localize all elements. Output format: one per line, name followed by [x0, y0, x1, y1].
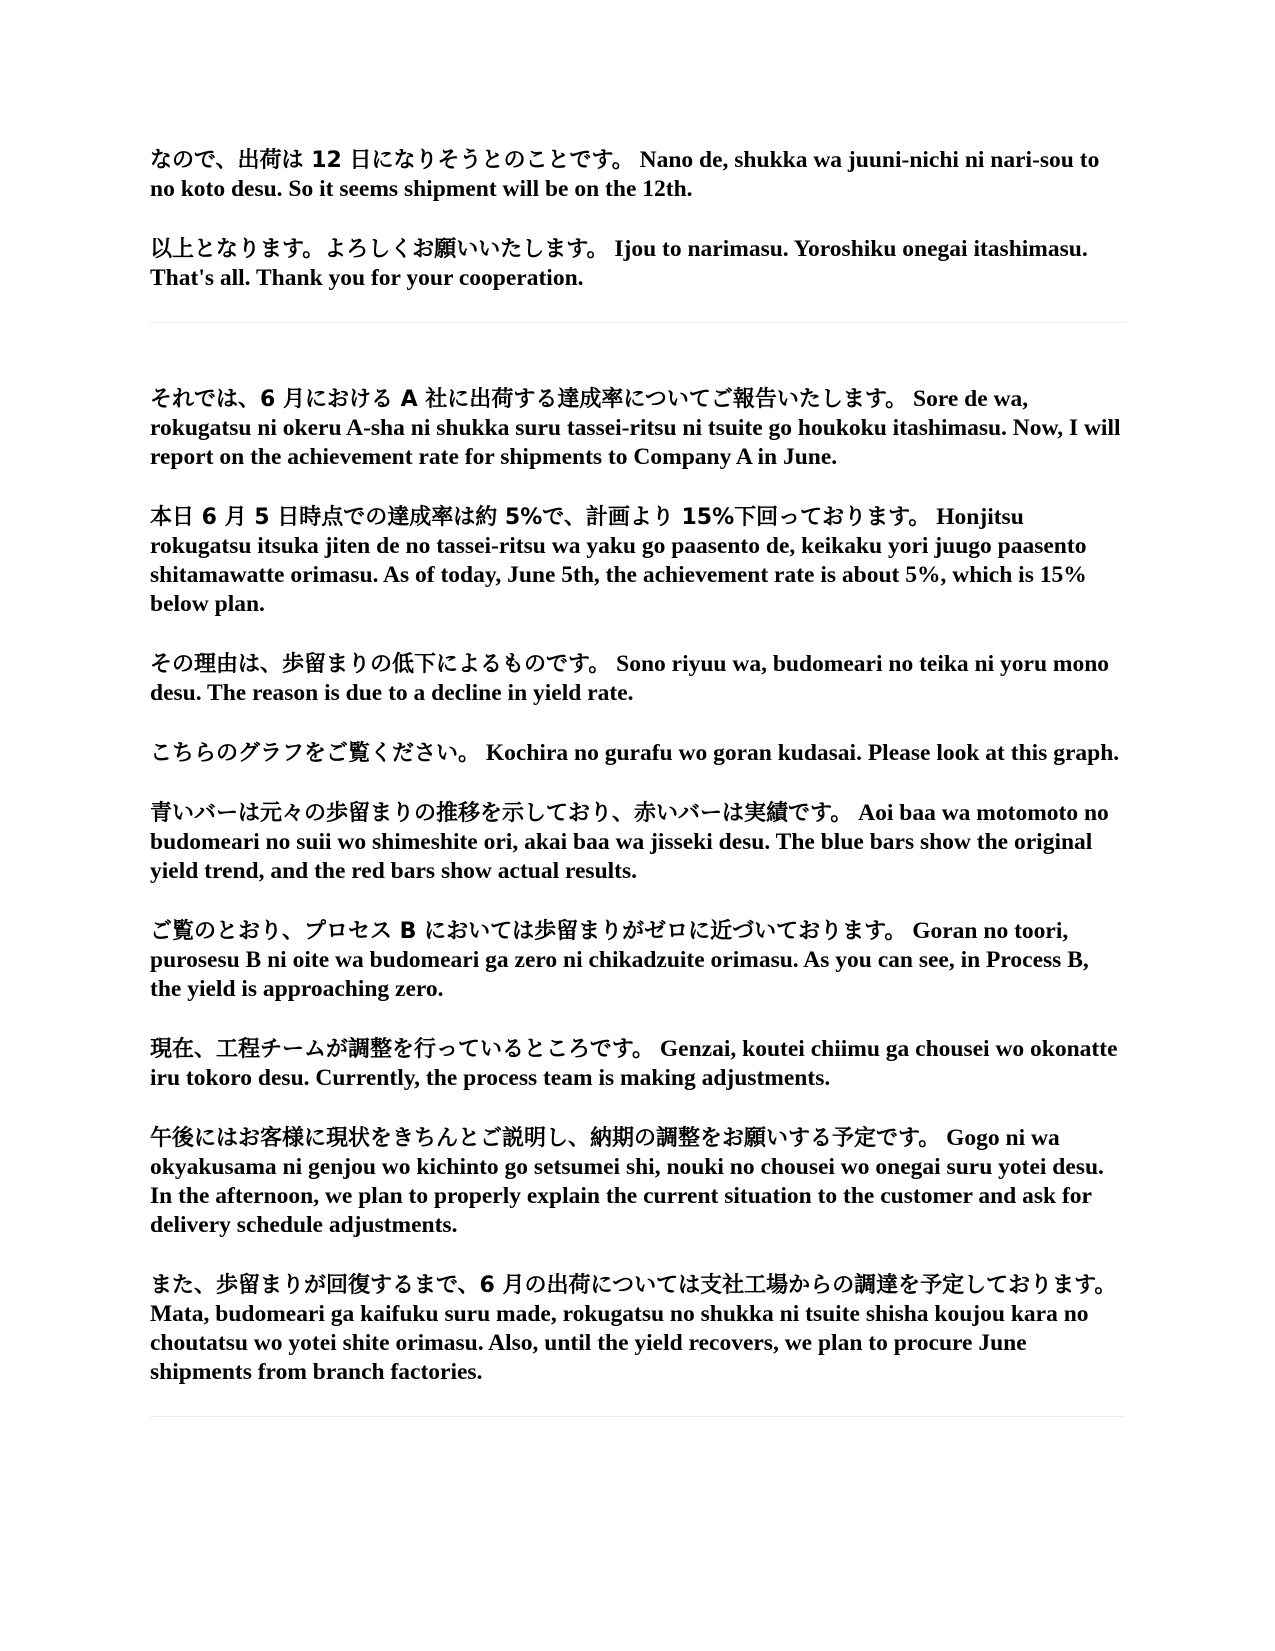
romaji-english-text: Aoi baa wa motomoto no budomeari no suii wo shimeshite ori, akai baa wa jisseki desu. The blue bars show the original yield trend, and the red bars show actual results.	[150, 800, 1109, 884]
paragraph	[150, 1035, 1125, 1093]
romaji-english-text: Sono riyuu wa, budomeari no teika ni yoru mono desu. The reason is due to a decline in yield rate.	[150, 651, 1110, 706]
japanese-text: それでは、6 月における A 社に出荷する達成率についてご報告いたします。	[150, 387, 908, 412]
romaji-english-text: Sore de wa, rokugatsu ni okeru A-sha ni shukka suru tassei-ritsu ni tsuite go houkoku itashimasu. Now, I will report on the achievement rate for shipments to Company A in June.	[150, 386, 1121, 470]
paragraph	[150, 235, 1125, 293]
romaji-english-text: Kochira no gurafu wo goran kudasai. Please look at this graph.	[485, 740, 1120, 766]
paragraph	[150, 1271, 1125, 1387]
japanese-text: 現在、工程チームが調整を行っているところです。	[150, 1037, 655, 1062]
paragraph	[150, 146, 1125, 204]
paragraph	[150, 917, 1125, 1004]
japanese-text: 本日 6 月 5 日時点での達成率は約 5%で、計画より 15%下回っております。	[150, 505, 931, 530]
romaji-english-text: Honjitsu rokugatsu itsuka jiten de no tassei-ritsu wa yaku go paasento de, keikaku yori juugo paasento shitamawatte orimasu. As of today, June 5th, the achievement rate is about 5%, which is 15% below plan.	[150, 504, 1087, 617]
romaji-english-text: Genzai, koutei chiimu ga chousei wo okonatte iru tokoro desu. Currently, the process team is making adjustments.	[150, 1036, 1118, 1091]
paragraph	[150, 650, 1125, 708]
japanese-text: また、歩留まりが回復するまで、6 月の出荷については支社工場からの調達を予定しております。	[150, 1273, 1117, 1298]
paragraph	[150, 385, 1125, 472]
paragraph	[150, 799, 1125, 886]
paragraph	[150, 503, 1125, 619]
romaji-english-text: Mata, budomeari ga kaifuku suru made, rokugatsu no shukka ni tsuite shisha koujou kara no choutatsu wo yotei shite orimasu. Also, until the yield recovers, we plan to procure June shipments from branch factories.	[150, 1301, 1089, 1385]
japanese-text: ご覧のとおり、プロセス B においては歩留まりがゼロに近づいております。	[150, 919, 907, 944]
japanese-text: その理由は、歩留まりの低下によるものです。	[150, 652, 611, 677]
section-closing	[150, 146, 1125, 293]
paragraph	[150, 1124, 1125, 1240]
japanese-text: こちらのグラフをご覧ください。	[150, 741, 481, 766]
section-divider	[150, 1416, 1125, 1417]
japanese-text: 午後にはお客様に現状をきちんとご説明し、納期の調整をお願いする予定です。	[150, 1126, 941, 1151]
japanese-text: 青いバーは元々の歩留まりの推移を示しており、赤いバーは実績です。	[150, 801, 853, 826]
section-report	[150, 385, 1125, 1387]
document-page	[150, 146, 1125, 1417]
paragraph	[150, 739, 1125, 768]
japanese-text: 以上となります。よろしくお願いいたします。	[150, 237, 609, 262]
japanese-text: なので、出荷は 12 日になりそうとのことです。	[150, 148, 634, 173]
romaji-english-text: Ijou to narimasu. Yoroshiku onegai itashimasu. That's all. Thank you for your cooperation.	[150, 236, 1088, 291]
section-spacer	[150, 323, 1125, 385]
romaji-english-text: Gogo ni wa okyakusama ni genjou wo kichinto go setsumei shi, nouki no chousei wo onegai suru yotei desu. In the afternoon, we plan to properly explain the current situation to the customer and ask for delivery schedule adjustments.	[150, 1125, 1104, 1238]
romaji-english-text: Nano de, shukka wa juuni-nichi ni nari-sou to no koto desu. So it seems shipment will be on the 12th.	[150, 147, 1100, 202]
romaji-english-text: Goran no toori, purosesu B ni oite wa budomeari ga zero ni chikadzuite orimasu. As you can see, in Process B, the yield is approaching zero.	[150, 918, 1089, 1002]
